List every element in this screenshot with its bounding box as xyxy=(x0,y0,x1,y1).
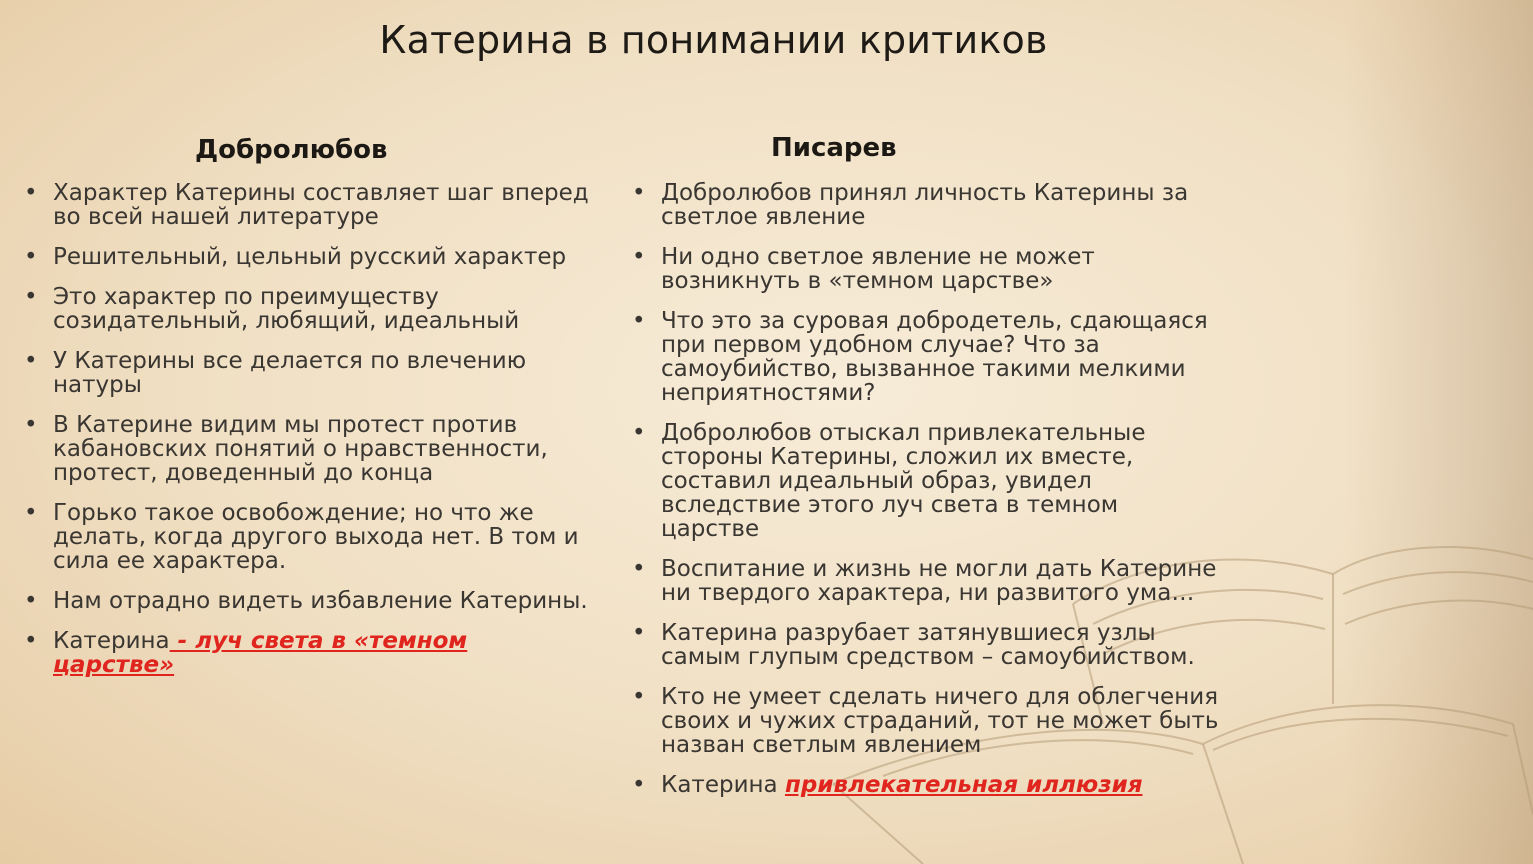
list-item: • Кто не умеет сделать ничего для облегчения своих и чужих страданий, тот не может быть назван светлым явлением xyxy=(632,685,1222,757)
pisarev-list xyxy=(632,181,1222,813)
paper-edge-shadow xyxy=(1343,0,1533,864)
list-item: • Горько такое освобождение; но что же делать, когда другого выхода нет. В том и сила ее характера. xyxy=(24,501,594,573)
dobrolyubov-list xyxy=(24,181,594,693)
list-item: • Добролюбов принял личность Катерины за светлое явление xyxy=(632,181,1222,229)
accent-phrase: - луч света в «темном царстве» xyxy=(53,628,468,678)
list-item: • Катерина разрубает затянувшиеся узлы самым глупым средством – самоубийством. xyxy=(632,621,1222,669)
accent-phrase: привлекательная иллюзия xyxy=(784,772,1143,798)
list-item: • Решительный, цельный русский характер xyxy=(24,245,594,269)
page-title: Катерина в понимании критиков xyxy=(379,18,1048,62)
heading-dobrolyubov: Добролюбов xyxy=(195,135,388,165)
list-item: • Ни одно светлое явление не может возникнуть в «темном царстве» xyxy=(632,245,1222,293)
list-item: • Катерина привлекательная иллюзия xyxy=(632,773,1222,797)
list-item: • Воспитание и жизнь не могли дать Катерине ни твердого характера, ни развитого ума… xyxy=(632,557,1222,605)
list-item: • У Катерины все делается по влечению натуры xyxy=(24,349,594,397)
list-item: • В Катерине видим мы протест против кабановских понятий о нравственности, протест, доведенный до конца xyxy=(24,413,594,485)
list-item: • Добролюбов отыскал привлекательные стороны Катерины, сложил их вместе, составил идеальный образ, увидел вследствие этого луч света в темном царстве xyxy=(632,421,1222,541)
heading-pisarev: Писарев xyxy=(771,133,897,163)
list-item: • Что это за суровая добродетель, сдающаяся при первом удобном случае? Что за самоубийство, вызванное такими мелкими неприятностями? xyxy=(632,309,1222,405)
list-item: • Характер Катерины составляет шаг вперед во всей нашей литературе xyxy=(24,181,594,229)
list-item: • Нам отрадно видеть избавление Катерины. xyxy=(24,589,594,613)
list-item: • Это характер по преимуществу созидательный, любящий, идеальный xyxy=(24,285,594,333)
list-item: • Катерина - луч света в «темном царстве» xyxy=(24,629,594,677)
